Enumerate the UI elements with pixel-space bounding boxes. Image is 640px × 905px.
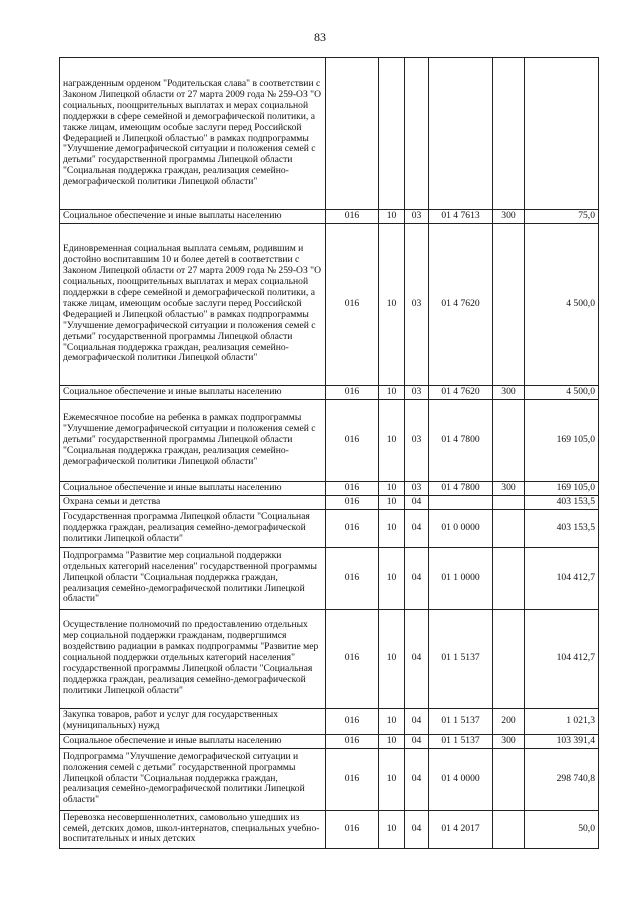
subsection-code: 04 [405,810,429,848]
table-row [60,748,599,810]
table-row [60,58,599,210]
row-name: Социальное обеспечение и иные выплаты населению [60,210,326,224]
amount: 1 021,3 [525,708,599,734]
row-name: Социальное обеспечение и иные выплаты населению [60,481,326,495]
ministry-code [326,58,379,210]
table-row [60,210,599,224]
section-code: 10 [379,748,405,810]
section-code: 10 [379,708,405,734]
target-code: 01 4 7800 [429,481,493,495]
table-row [60,810,599,848]
subsection-code: 04 [405,495,429,509]
budget-table [59,57,599,849]
subsection-code: 03 [405,223,429,385]
table-row [60,223,599,385]
ministry-code: 016 [326,385,379,399]
subsection-code: 04 [405,734,429,748]
expense-code [493,547,525,609]
row-name: награжденным орденом "Родительская слава" в соответствии с Законом Липецкой области от 27 марта 2009 года № 259-ОЗ "О социальных, поощрительных выплатах и мерах социальной поддержки в сфере семейной и демографической политики, а также лицам, имеющим особые заслуги перед Российской Федерацией и Липецкой областью" в рамках подпрограммы "Улучшение демографической ситуации и положения семей с детьми" государственной программы Липецкой области "Социальная поддержка граждан, реализация семейно-демографической политики Липецкой области" [60,58,326,210]
expense-code: 300 [493,481,525,495]
subsection-code: 04 [405,509,429,547]
row-name: Подпрограмма "Улучшение демографической ситуации и положения семей с детьми" государственной программы Липецкой области "Социальная поддержка граждан, реализация семейно-демографической политики Липецкой области" [60,748,326,810]
section-code: 10 [379,385,405,399]
expense-code [493,810,525,848]
target-code: 01 4 7800 [429,399,493,481]
row-name: Социальное обеспечение и иные выплаты населению [60,385,326,399]
amount: 50,0 [525,810,599,848]
row-name: Подпрограмма "Развитие мер социальной поддержки отдельных категорий населения" государственной программы Липецкой области "Социальная поддержка граждан, реализация семейно-демографической политики Липецкой области" [60,547,326,609]
section-code: 10 [379,495,405,509]
target-code: 01 4 7620 [429,223,493,385]
row-name: Охрана семьи и детства [60,495,326,509]
amount: 4 500,0 [525,223,599,385]
row-name: Закупка товаров, работ и услуг для государственных (муниципальных) нужд [60,708,326,734]
amount: 298 740,8 [525,748,599,810]
row-name: Государственная программа Липецкой области "Социальная поддержка граждан, реализация семейно-демографической политики Липецкой области" [60,509,326,547]
expense-code [493,223,525,385]
target-code: 01 4 7613 [429,210,493,224]
row-name: Ежемесячное пособие на ребенка в рамках подпрограммы "Улучшение демографической ситуации и положения семей с детьми" государственной программы Липецкой области "Социальная поддержка граждан, реализация семейно-демографической политики Липецкой области" [60,399,326,481]
target-code: 01 1 5137 [429,708,493,734]
row-name: Единовременная социальная выплата семьям, родившим и достойно воспитавшим 10 и более детей в соответствии с Законом Липецкой области от 27 марта 2009 года № 259-ОЗ "О социальных, поощрительных выплатах и мерах социальной поддержки в сфере семейной и демографической политики, а также лицам, имеющим особые заслуги перед Российской Федерацией и Липецкой областью" в рамках подпрограммы "Улучшение демографической ситуации и положения семей с детьми" государственной программы Липецкой области "Социальная поддержка граждан, реализация семейно-демографической политики Липецкой области" [60,223,326,385]
target-code: 01 1 5137 [429,609,493,708]
amount: 169 105,0 [525,481,599,495]
expense-code [493,495,525,509]
section-code: 10 [379,481,405,495]
amount: 103 391,4 [525,734,599,748]
section-code: 10 [379,547,405,609]
subsection-code: 03 [405,385,429,399]
table-row [60,734,599,748]
amount: 403 153,5 [525,495,599,509]
ministry-code: 016 [326,509,379,547]
amount: 104 412,7 [525,547,599,609]
expense-code [493,509,525,547]
table-row [60,495,599,509]
subsection-code: 04 [405,609,429,708]
expense-code: 200 [493,708,525,734]
target-code: 01 4 2017 [429,810,493,848]
expense-code [493,609,525,708]
section-code: 10 [379,609,405,708]
target-code: 01 1 0000 [429,547,493,609]
ministry-code: 016 [326,481,379,495]
subsection-code: 04 [405,708,429,734]
subsection-code: 03 [405,481,429,495]
ministry-code: 016 [326,708,379,734]
target-code: 01 4 7620 [429,385,493,399]
expense-code [493,58,525,210]
ministry-code: 016 [326,495,379,509]
target-code [429,58,493,210]
table-row [60,481,599,495]
row-name: Осуществление полномочий по предоставлению отдельных мер социальной поддержки гражданам, подвергшимся воздействию радиации в рамках подпрограммы "Развитие мер социальной поддержки отдельных категорий населения" государственной программы Липецкой области "Социальная поддержка граждан, реализация семейно-демографической политики Липецкой области" [60,609,326,708]
target-code [429,495,493,509]
ministry-code: 016 [326,810,379,848]
table-row [60,609,599,708]
expense-code: 300 [493,210,525,224]
subsection-code [405,58,429,210]
table-row [60,385,599,399]
amount: 169 105,0 [525,399,599,481]
amount: 104 412,7 [525,609,599,708]
ministry-code: 016 [326,223,379,385]
table-row [60,509,599,547]
target-code: 01 0 0000 [429,509,493,547]
target-code: 01 4 0000 [429,748,493,810]
target-code: 01 1 5137 [429,734,493,748]
subsection-code: 03 [405,210,429,224]
ministry-code: 016 [326,734,379,748]
section-code: 10 [379,509,405,547]
subsection-code: 03 [405,399,429,481]
amount [525,58,599,210]
amount: 4 500,0 [525,385,599,399]
expense-code: 300 [493,734,525,748]
ministry-code: 016 [326,547,379,609]
ministry-code: 016 [326,609,379,708]
expense-code [493,399,525,481]
ministry-code: 016 [326,399,379,481]
table-row [60,399,599,481]
amount: 403 153,5 [525,509,599,547]
table-row [60,547,599,609]
section-code: 10 [379,399,405,481]
section-code: 10 [379,223,405,385]
expense-code: 300 [493,385,525,399]
row-name: Перевозка несовершеннолетних, самовольно ушедших из семей, детских домов, школ-интернатов, специальных учебно-воспитательных и иных детских [60,810,326,848]
amount: 75,0 [525,210,599,224]
expense-code [493,748,525,810]
section-code: 10 [379,734,405,748]
page-number: 83 [314,30,326,44]
section-code: 10 [379,810,405,848]
subsection-code: 04 [405,748,429,810]
ministry-code: 016 [326,210,379,224]
ministry-code: 016 [326,748,379,810]
table-row [60,708,599,734]
subsection-code: 04 [405,547,429,609]
section-code [379,58,405,210]
section-code: 10 [379,210,405,224]
row-name: Социальное обеспечение и иные выплаты населению [60,734,326,748]
